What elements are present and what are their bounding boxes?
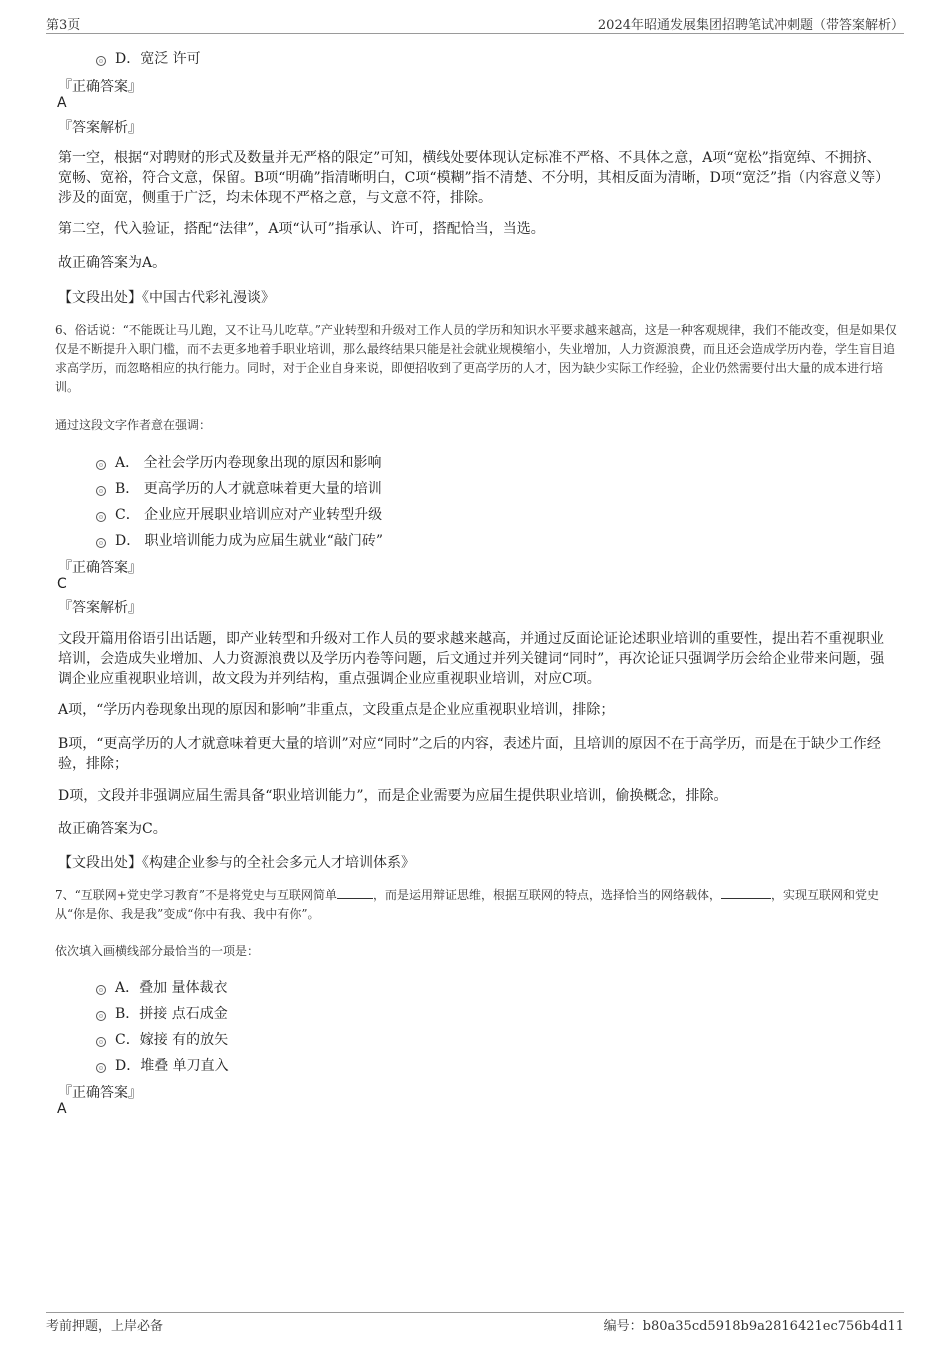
q6-answer-label: 『正确答案』 [58, 560, 142, 576]
q7-answer-label: 『正确答案』 [58, 1085, 142, 1101]
footer-divider [46, 1312, 904, 1313]
radio-q7-c[interactable] [96, 1037, 106, 1047]
q6-source: 【文段出处】《构建企业参与的全社会多元人才培训体系》 [58, 855, 415, 871]
q7-text-part3: ，实现互联网和党史从“你是你、我是我”变成“你中有我、我中有你”。 [55, 888, 879, 921]
q6-question-text: 6、俗话说：“不能既让马儿跑，又不让马儿吃草。”产业转型和升级对工作人员的学历和知识水平要求越来越高，这是一种客观规律，我们不能改变，但是如果仅仅是不断提升入职门槛，而不去更多地着手职业培训，那么最终结果只能是社会就业规模缩小，失业增加，人力资源浪费，而且还会造成学历内卷，学生盲目追求高学历，而忽略相应的执行能力。同时，对于企业自身来说，即便招收到了更高学历的人才，因为缺少实际工作经验，企业仍然需要付出大量的成本进行培训。 [55, 323, 897, 394]
q6-analysis-5: 故正确答案为C。 [58, 821, 167, 837]
q6-option-a[interactable]: A． 全社会学历内卷现象出现的原因和影响 [115, 455, 382, 471]
page-number: 第3页 [46, 18, 81, 33]
q6-analysis-3: B项，“更高学历的人才就意味着更大量的培训”对应“同时”之后的内容，表述片面，且培训的原因不在于高学历，而是在于缺少工作经验，排除； [58, 736, 881, 772]
radio-q7-d[interactable] [96, 1063, 106, 1073]
radio-q6-c[interactable] [96, 512, 106, 522]
q5-option-d[interactable]: D．宽泛 许可 [115, 51, 201, 67]
q7-option-c[interactable]: C．嫁接 有的放矢 [115, 1032, 229, 1048]
q6-prompt: 通过这段文字作者意在强调： [55, 418, 212, 432]
radio-q5-d[interactable] [96, 56, 106, 66]
q6-analysis-label: 『答案解析』 [58, 600, 142, 616]
q7-blank-2 [721, 886, 771, 899]
q5-answer: A [57, 95, 67, 111]
q5-analysis-1: 第一空，根据“对聘财的形式及数量并无严格的限定”可知，横线处要体现认定标准不严格、不具体之意，A项“宽松”指宽绰、不拥挤、宽畅、宽裕，符合文意，保留。B项“明确”指清晰明白，C项“模糊”指不清楚、不分明，其相反面为清晰，D项“宽泛”指（内容意义等）涉及的面宽，侧重于广泛，均未体现不严格之意，与文意不符，排除。 [58, 150, 883, 206]
q6-answer: C [57, 576, 67, 592]
q7-text-part1: 7、“互联网+党史学习教育”不是将党史与互联网简单 [55, 888, 337, 902]
q5-analysis-3: 故正确答案为A。 [58, 255, 167, 271]
q6-option-b[interactable]: B． 更高学历的人才就意味着更大量的培训 [115, 481, 382, 497]
q7-prompt: 依次填入画横线部分最恰当的一项是： [55, 944, 260, 958]
q7-option-d[interactable]: D．堆叠 单刀直入 [115, 1058, 229, 1074]
radio-q6-b[interactable] [96, 486, 106, 496]
document-title: 2024年昭通发展集团招聘笔试冲刺题（带答案解析） [597, 18, 904, 33]
radio-q6-a[interactable] [96, 460, 106, 470]
q7-question-text [55, 886, 901, 924]
q5-analysis-label: 『答案解析』 [58, 120, 142, 136]
radio-q6-d[interactable] [96, 538, 106, 548]
q6-option-c[interactable]: C． 企业应开展职业培训应对产业转型升级 [115, 507, 383, 523]
header-divider [46, 33, 904, 34]
q7-answer: A [57, 1101, 67, 1117]
q6-option-d[interactable]: D． 职业培训能力成为应届生就业“敲门砖” [115, 533, 383, 549]
q7-option-a[interactable]: A．叠加 量体裁衣 [115, 980, 228, 996]
q6-analysis-1: 文段开篇用俗语引出话题，即产业转型和升级对工作人员的要求越来越高，并通过反面论证论述职业培训的重要性，提出若不重视职业培训，会造成失业增加、人力资源浪费以及学历内卷等问题，后文通过并列关键词“同时”，再次论证只强调学历会给企业带来问题，强调企业应重视职业培训，故文段为并列结构，重点强调企业应重视职业培训，对应C项。 [58, 631, 885, 687]
footer-slogan: 考前押题，上岸必备 [46, 1319, 164, 1334]
q5-source: 【文段出处】《中国古代彩礼漫谈》 [58, 290, 275, 306]
q5-answer-label: 『正确答案』 [58, 79, 142, 95]
q6-analysis-2: A项，“学历内卷现象出现的原因和影响”非重点，文段重点是企业应重视职业培训，排除； [58, 702, 615, 718]
q6-analysis-4: D项，文段并非强调应届生需具备“职业培训能力”，而是企业需要为应届生提供职业培训，偷换概念，排除。 [58, 788, 728, 804]
q7-text-part2: ，而是运用辩证思维，根据互联网的特点，选择恰当的网络载体， [372, 888, 721, 902]
footer-doc-id: 编号：b80a35cd5918b9a2816421ec756b4d11 [603, 1319, 904, 1334]
q5-analysis-2: 第二空，代入验证，搭配“法律”，A项“认可”指承认、许可，搭配恰当，当选。 [58, 221, 545, 237]
q7-option-b[interactable]: B．拼接 点石成金 [115, 1006, 228, 1022]
q7-blank-1 [337, 886, 373, 899]
radio-q7-b[interactable] [96, 1011, 106, 1021]
radio-q7-a[interactable] [96, 985, 106, 995]
